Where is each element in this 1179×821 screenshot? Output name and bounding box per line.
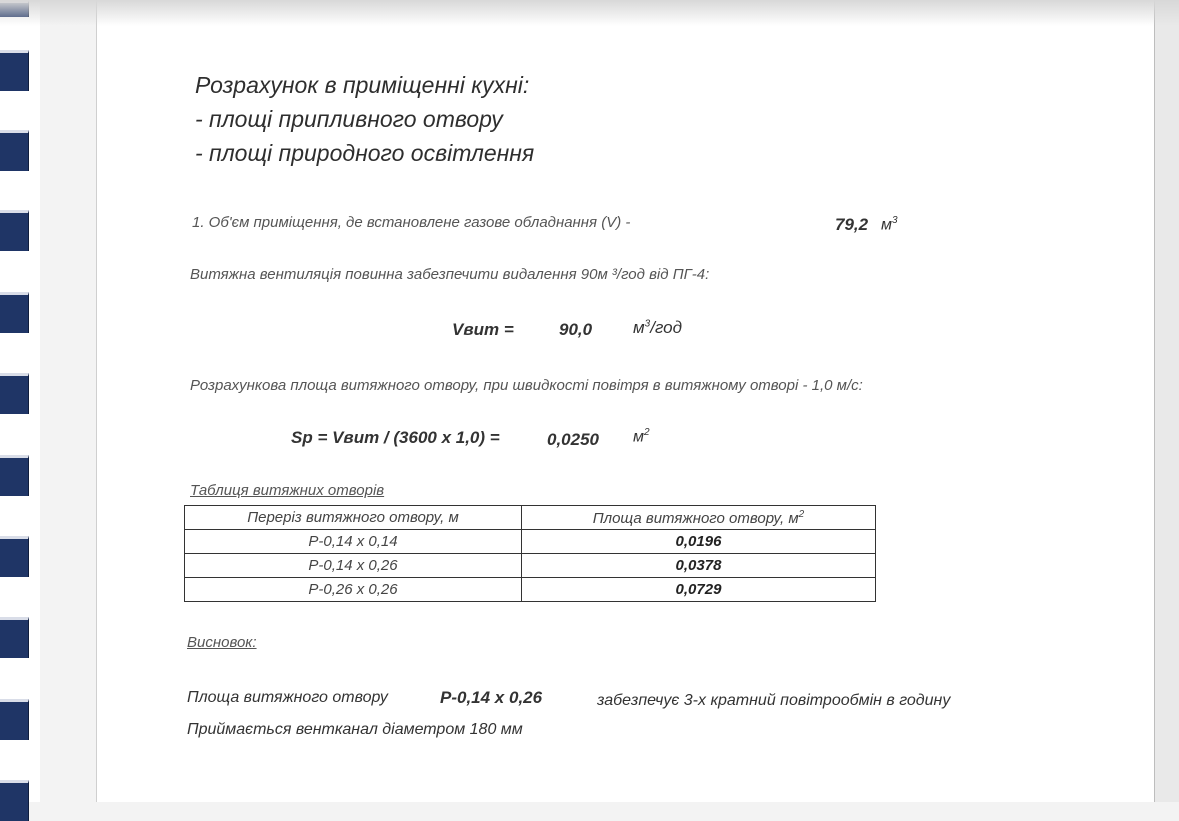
- heading-line-1: Розрахунок в приміщенні кухні:: [195, 72, 530, 98]
- table-cell-section: Р-0,14 x 0,26: [185, 554, 522, 578]
- binder-tab: [0, 373, 29, 414]
- conclusion-prefix: Площа витяжного отвору: [187, 689, 388, 706]
- sp-unit: $м^2$: [633, 427, 650, 446]
- scan-shadow: [0, 0, 1179, 26]
- table-cell-area: 0,0378: [522, 554, 876, 578]
- binder-tab: [0, 50, 29, 91]
- table-caption: Таблиця витяжних отворів: [190, 482, 385, 499]
- table-row: [185, 554, 876, 578]
- conclusion-value: Р-0,14 x 0,26: [440, 688, 543, 707]
- table-header-row: [185, 506, 876, 530]
- conclusion-line-2: Приймається вентканал діаметром 180 мм: [187, 721, 523, 738]
- table-header-section: Переріз витяжного отвору, м: [185, 506, 522, 530]
- ventilation-note: Витяжна вентиляція повинна забезпечити видалення 90м ³/год від ПГ-4:: [190, 266, 710, 283]
- table-cell-section: Р-0,26 x 0,26: [185, 578, 522, 602]
- table-header-area: Площа витяжного отвору, $м^2$: [522, 506, 876, 530]
- binder-tab: [0, 536, 29, 577]
- table-cell-area: 0,0729: [522, 578, 876, 602]
- table-row: [185, 530, 876, 554]
- volume-value: 79,2: [835, 215, 869, 234]
- table-row: [185, 578, 876, 602]
- binder-tab: [0, 455, 29, 496]
- sp-value: 0,0250: [547, 430, 599, 449]
- conclusion-suffix: забезпечує 3-х кратний повітрообмін в годину: [597, 692, 951, 709]
- binder-tab: [0, 210, 29, 251]
- binder-tab: [0, 292, 29, 333]
- vvit-label: Vвит =: [452, 320, 514, 339]
- binder-tab: [0, 617, 29, 658]
- volume-label: 1. Об'єм приміщення, де встановлене газове обладнання (V) -: [192, 214, 631, 231]
- openings-table: [184, 505, 876, 602]
- vvit-unit: $м^3$/год: [633, 318, 682, 337]
- table-cell-area: 0,0196: [522, 530, 876, 554]
- page-edge-right: [1154, 0, 1179, 802]
- binder-edge: [0, 0, 40, 802]
- binder-tab: [0, 130, 29, 171]
- table-cell-section: Р-0,14 x 0,14: [185, 530, 522, 554]
- conclusion-title: Висновок:: [187, 634, 257, 651]
- binder-tab: [0, 699, 29, 740]
- area-note: Розрахункова площа витяжного отвору, при швидкості повітря в витяжному отворі - 1,0 м/с:: [190, 377, 863, 394]
- binder-tab: [0, 780, 29, 821]
- sp-label: Sp = Vвит / (3600 x 1,0) =: [291, 428, 500, 447]
- vvit-value: 90,0: [559, 320, 593, 339]
- heading-line-2: - площі припливного отвору: [195, 106, 503, 132]
- volume-unit: $м^3$: [881, 215, 898, 234]
- heading-line-3: - площі природного освітлення: [195, 140, 535, 166]
